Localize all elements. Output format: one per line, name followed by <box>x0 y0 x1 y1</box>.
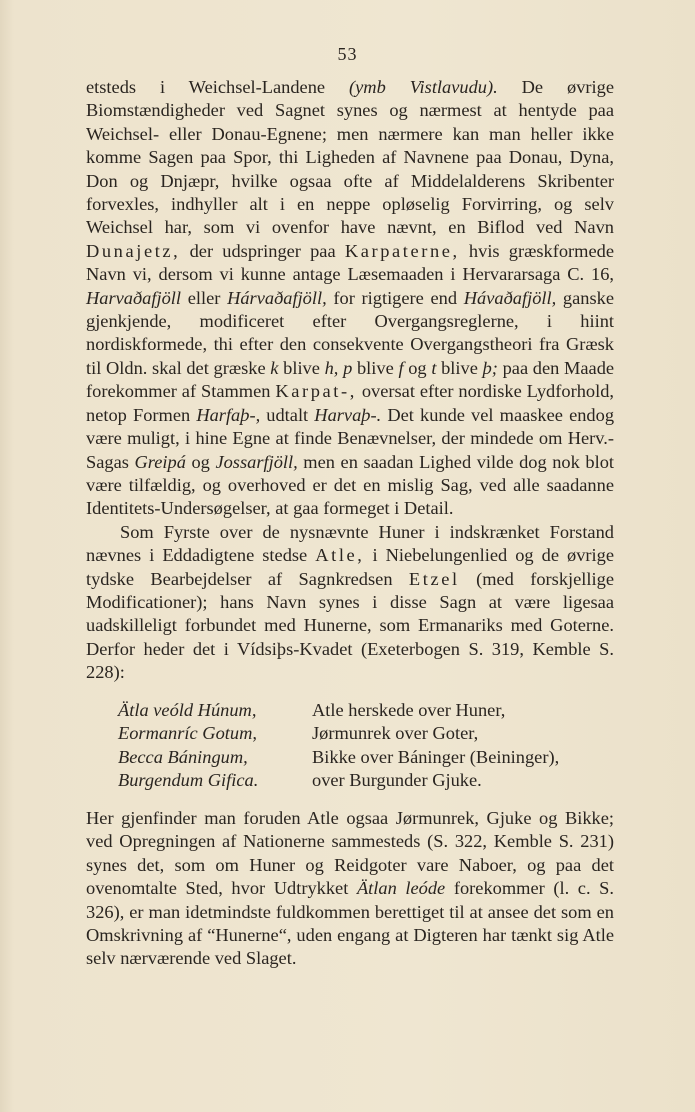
text-run: Det kunde vel maaskee endog være muligt, i hine Egne at finde Benævnelser, der mindede om Herv.-Sagas <box>86 404 615 472</box>
verse-line <box>118 722 614 746</box>
italic-run: k <box>270 357 279 378</box>
text-run: blive <box>352 357 399 378</box>
italic-run: (ymb Vistlavudu). <box>349 77 498 97</box>
paragraph-1 <box>86 76 614 521</box>
text-run: blive <box>436 357 483 378</box>
paragraph-3 <box>86 807 614 971</box>
text-run: De øvrige Biomstændigheder ved Sagnet synes og nærmest at hentyde paa Weichsel- eller Donau-Egnene; men nærmere kan man heller ikke komme Sagen paa Spor, thi Ligheden af Navnene paa Donau, Dyna, Don og Dnjæpr, hvilke ogsaa ofte af Middelalderens Skribenter forvexles, indhyller alt i en neppe opløselig Forvirring, og selv Weichsel har, som vi ovenfor have nævnt, en Biflod ved Navn <box>86 77 615 238</box>
text-run: Her gjenfinder man foruden Atle ogsaa Jørmunrek, Gjuke og Bikke; ved Opregningen af Nationerne sammesteds (S. 322, Kemble S. 231) synes det, som om Huner og Reidgoter vare Naboer, og paa det ovenomtalte Sted, hvor Udtrykket <box>86 807 614 899</box>
verse-translation: over Burgunder Gjuke. <box>312 770 482 791</box>
text-run: ganske gjenkjende, modificeret efter Overgangsreglerne, i hiint nordiskformede, thi efter den consekvente Overgangstheori fra Græsk til Oldn. skal det græske <box>86 287 614 378</box>
verse-original: Ätla veóld Húnum, <box>118 699 257 720</box>
text-run: for rigtigere end <box>326 287 464 308</box>
verse-line <box>118 769 614 793</box>
italic-run: Jossarfjöll, <box>215 451 298 472</box>
verse-original: Eormanríc Gotum, <box>118 723 257 744</box>
text-run: Som Fyrste over de nysnævnte Huner i indskrænket Forstand nævnes i Eddadigtene stedse <box>86 521 614 566</box>
text-run: blive <box>278 357 325 378</box>
verse-original: Becca Báningum, <box>118 746 248 767</box>
spaced-run: Etzel <box>408 568 460 589</box>
verse-original: Burgendum Gifica. <box>118 770 259 791</box>
verse-translation: Jørmunrek over Goter, <box>312 723 479 744</box>
spaced-run: Karpat-, <box>275 381 357 402</box>
verse-line <box>118 699 614 723</box>
page-number: 53 <box>337 44 358 64</box>
spaced-run: Atle, <box>315 545 365 566</box>
verse-quotation <box>118 699 614 793</box>
italic-run: t <box>431 357 437 378</box>
italic-run: Harfaþ-, <box>196 404 261 425</box>
italic-run: Hávaðafjöll, <box>463 287 557 308</box>
text-run: og <box>403 357 432 378</box>
text-run: hvis græskformede Navn vi, dersom vi kunne antage Læsemaaden i Hervararsaga C. 16, <box>86 240 614 285</box>
verse-line <box>118 746 614 770</box>
text-run: paa den Maade forekommer af Stammen <box>86 357 615 402</box>
text-run: (med forskjellige Modificationer); hans Navn synes i disse Sagn at være ligesaa uadskilleligt forbundet med Hunerne, som Ermanariks med Goterne. Derfor heder det i Vídsiþs-Kvadet (Exeterbogen S. 319, Kemble S. 228): <box>86 568 614 683</box>
verse-translation: Bikke over Báninger (Beininger), <box>312 746 560 767</box>
italic-run: h, <box>324 357 339 378</box>
page-body <box>86 76 614 971</box>
text-run: etsteds i Weichsel-Landene <box>86 77 349 97</box>
text-run: der udspringer paa <box>180 240 345 261</box>
text-run: og <box>185 451 216 472</box>
text-run: oversat efter nordiske Lydforhold, netop Formen <box>86 381 614 425</box>
italic-run: Greipá <box>134 451 186 472</box>
spaced-run: Dunajetz, <box>86 240 181 261</box>
text-run: men en saadan Lighed vilde dog nok blot være tilfældig, og overhoved er det en mislig Sag, ved alle saadanne Identitets-Undersøgelser, at gaa formeget i Detail. <box>86 451 614 519</box>
italic-run: Hárvaðafjöll, <box>227 287 327 308</box>
italic-run: þ; <box>482 357 498 378</box>
text-run: forekommer (l. c. S. 326), er man idetmindste fuldkommen berettiget til at ansee det som en Omskrivning af “Hunerne“, uden engang at Digteren har tænkt sig Atle selv nærværende ved Slaget. <box>86 878 614 969</box>
spaced-run: Karpaterne, <box>344 240 460 261</box>
text-run: udtalt <box>260 404 315 425</box>
verse-translation: Atle herskede over Huner, <box>312 699 506 720</box>
text-run: i Niebelungenlied og de øvrige tydske Bearbejdelser af Sagnkredsen <box>86 545 614 589</box>
italic-run: f <box>398 357 404 378</box>
text-run: eller <box>181 287 228 308</box>
italic-run: Ätlan leóde <box>356 878 446 899</box>
italic-run: p <box>343 357 353 378</box>
italic-run: Harvaþ-. <box>314 404 382 425</box>
paragraph-2 <box>86 521 614 685</box>
italic-run: Harvaðafjöll <box>86 287 182 308</box>
